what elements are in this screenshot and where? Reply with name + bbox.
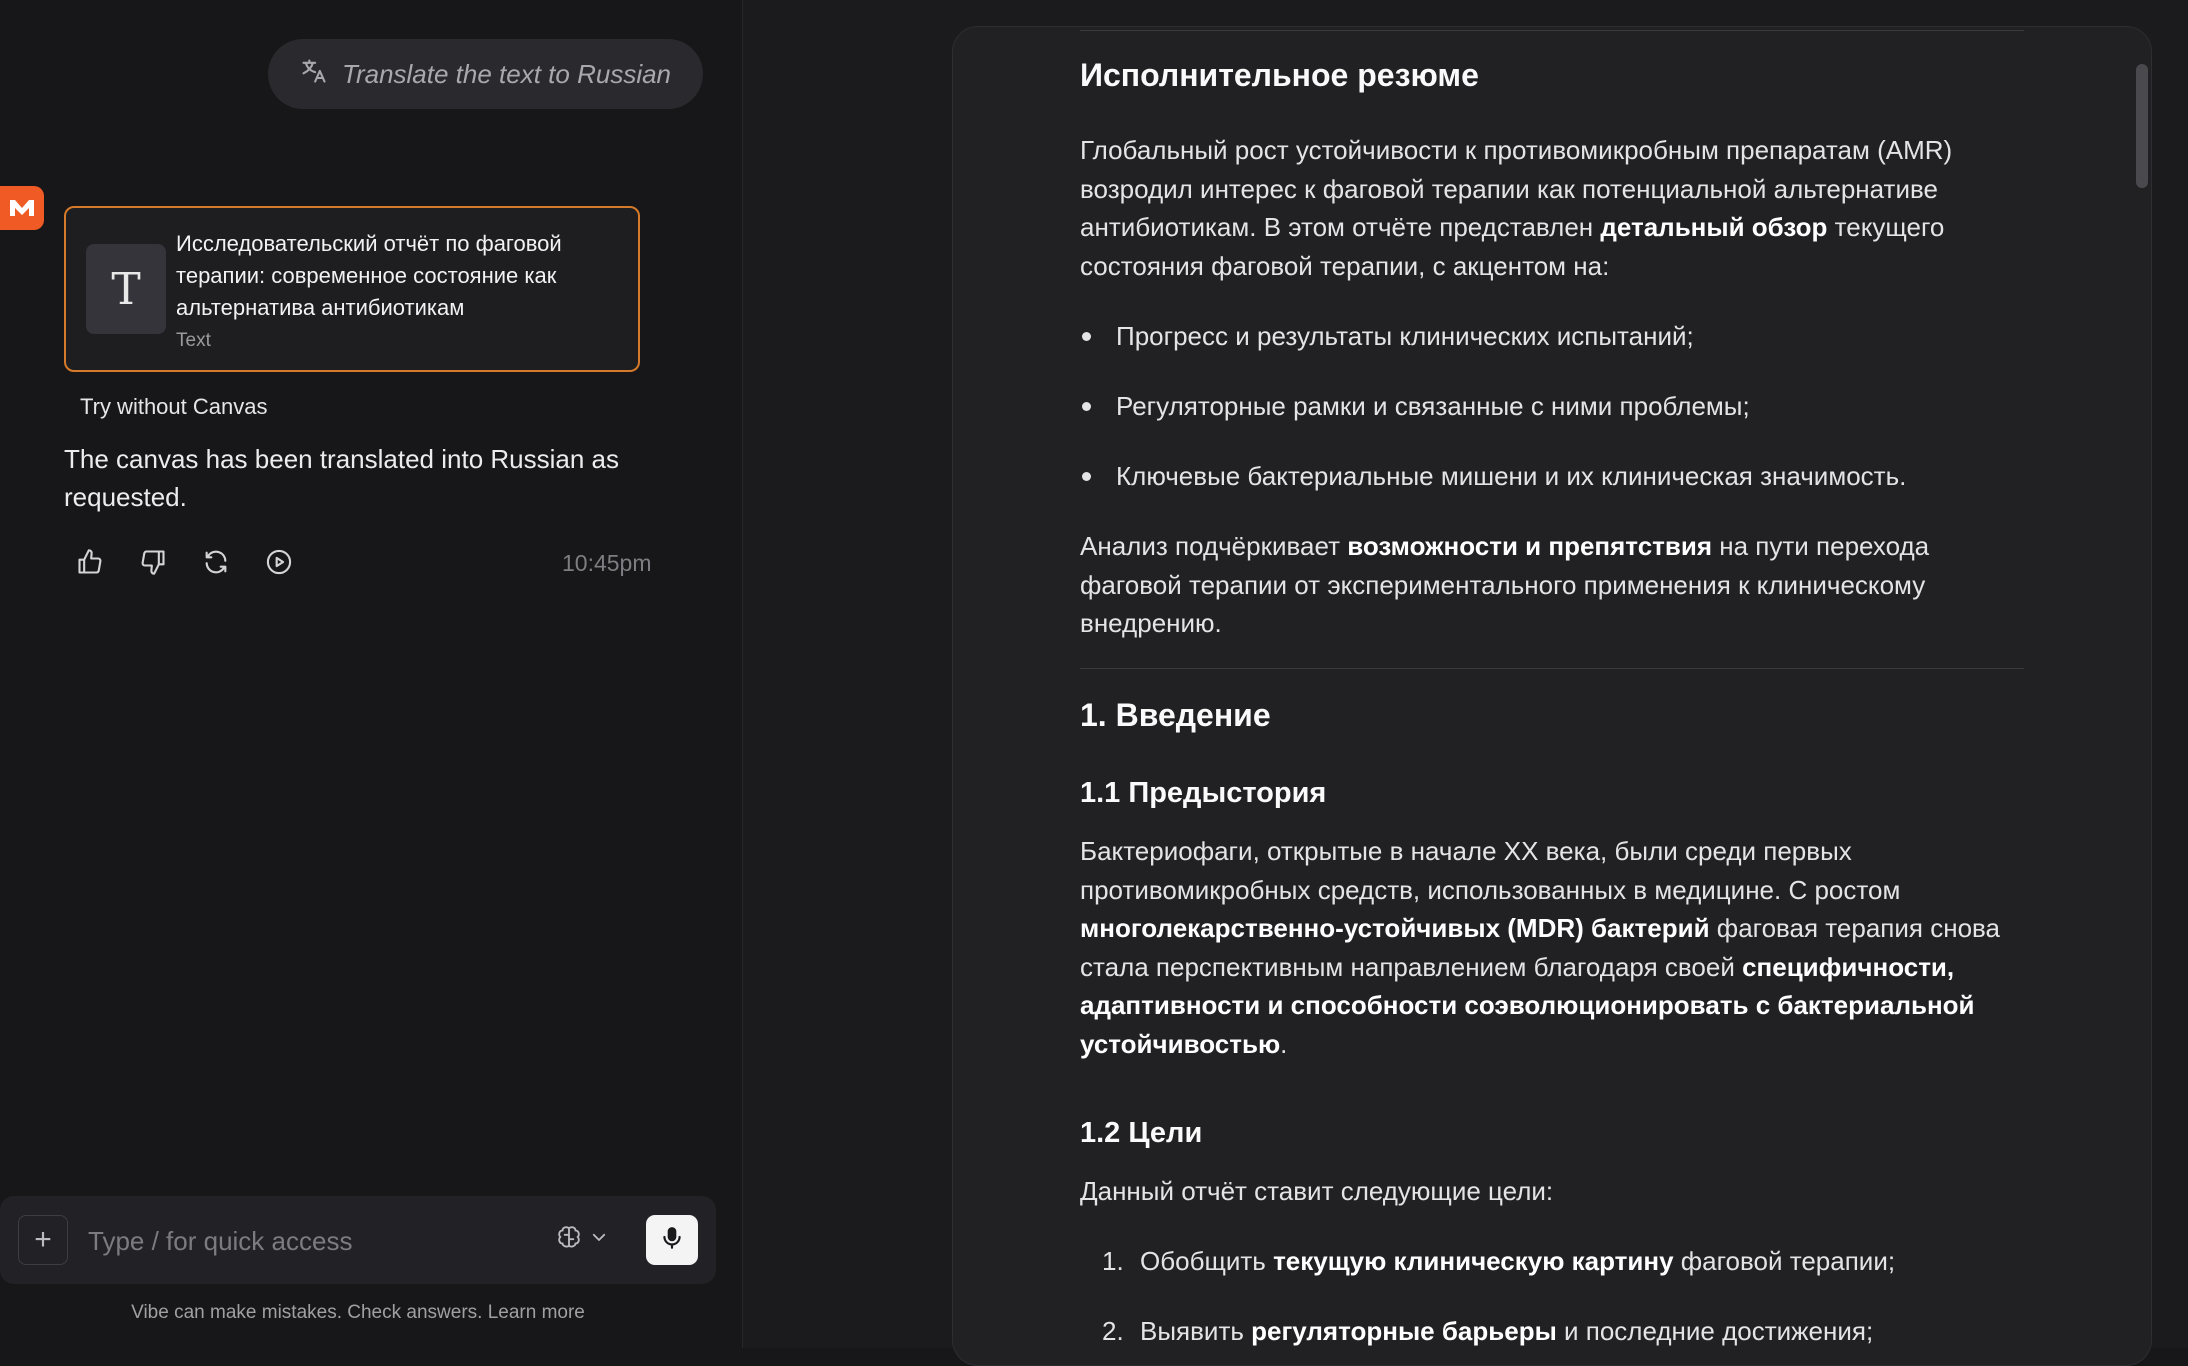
document-card-title: Исследовательский отчёт по фаговой терапии: современное состояние как альтернатива антибиотикам [176, 231, 562, 320]
divider [1080, 30, 2024, 31]
chat-pane [0, 0, 743, 1348]
user-message-bubble [268, 39, 703, 109]
message-input[interactable] [86, 1212, 530, 1270]
try-without-canvas-link[interactable]: Try without Canvas [80, 394, 268, 419]
microphone-icon [659, 1225, 685, 1256]
document-card-type: Text [176, 330, 211, 351]
voice-input-button[interactable] [646, 1215, 698, 1265]
list-item: Регуляторные рамки и связанные с ними проблемы; [1080, 387, 2024, 426]
message-timestamp: 10:45pm [562, 550, 652, 576]
thumbs-up-icon[interactable] [72, 544, 108, 580]
thumbs-down-icon[interactable] [135, 544, 171, 580]
message-composer [0, 1196, 716, 1284]
list-item: 1. Обобщить текущую клиническую картину фаговой терапии; [1102, 1246, 1896, 1276]
assistant-avatar-icon [0, 186, 44, 230]
list-item: Прогресс и результаты клинических испытаний; [1080, 317, 2024, 356]
heading-background: 1.1 Предыстория [1080, 777, 1327, 809]
heading-introduction: 1. Введение [1080, 697, 1271, 733]
play-icon[interactable] [261, 544, 297, 580]
divider [1080, 668, 2024, 669]
disclaimer-text: Vibe can make mistakes. Check answers. Learn more [131, 1302, 585, 1323]
brain-icon [556, 1224, 582, 1255]
heading-exec-summary: Исполнительное резюме [1080, 57, 1479, 93]
user-message-text: Translate the text to Russian [342, 58, 672, 89]
exec-summary-paragraph: Глобальный рост устойчивости к противомикробным препаратам (AMR) возродил интерес к фаговой терапии как потенциальной альтернативе антибиотикам. В этом отчёте представлен детальный обзор текущего состояния фаговой терапии, с акцентом на: [1080, 135, 1953, 281]
heading-goals: 1.2 Цели [1080, 1117, 1203, 1149]
chevron-down-icon [590, 1228, 608, 1251]
add-attachment-button[interactable]: + [18, 1215, 68, 1265]
model-picker[interactable] [556, 1224, 608, 1255]
exec-summary-analysis-paragraph: Анализ подчёркивает возможности и препятствия на пути перехода фаговой терапии от экспериментального применения к клиническому внедрению. [1080, 531, 1930, 638]
regenerate-icon[interactable] [198, 544, 234, 580]
goals-intro: Данный отчёт ставит следующие цели: [1080, 1176, 1554, 1206]
canvas-scrollbar[interactable] [2136, 64, 2148, 188]
message-actions [72, 544, 297, 580]
list-item: 2. Выявить регуляторные барьеры и последние достижения; [1102, 1316, 1874, 1346]
translate-icon [300, 57, 328, 92]
list-item: Ключевые бактериальные мишени и их клиническая значимость. [1080, 457, 2024, 496]
canvas-document-card[interactable] [64, 206, 640, 372]
assistant-message-text: The canvas has been translated into Russian as requested. [64, 444, 620, 512]
text-document-icon: T [86, 244, 166, 334]
background-paragraph: Бактериофаги, открытые в начале XX века, были среди первых противомикробных средств, использованных в медицине. С ростом многолекарственно-устойчивых (MDR) бактерий фаговая терапия снова стала перспективным направлением благодаря своей специфичности, адаптивности и способности соэволюционировать с бактериальной устойчивостью. [1080, 836, 2001, 1059]
